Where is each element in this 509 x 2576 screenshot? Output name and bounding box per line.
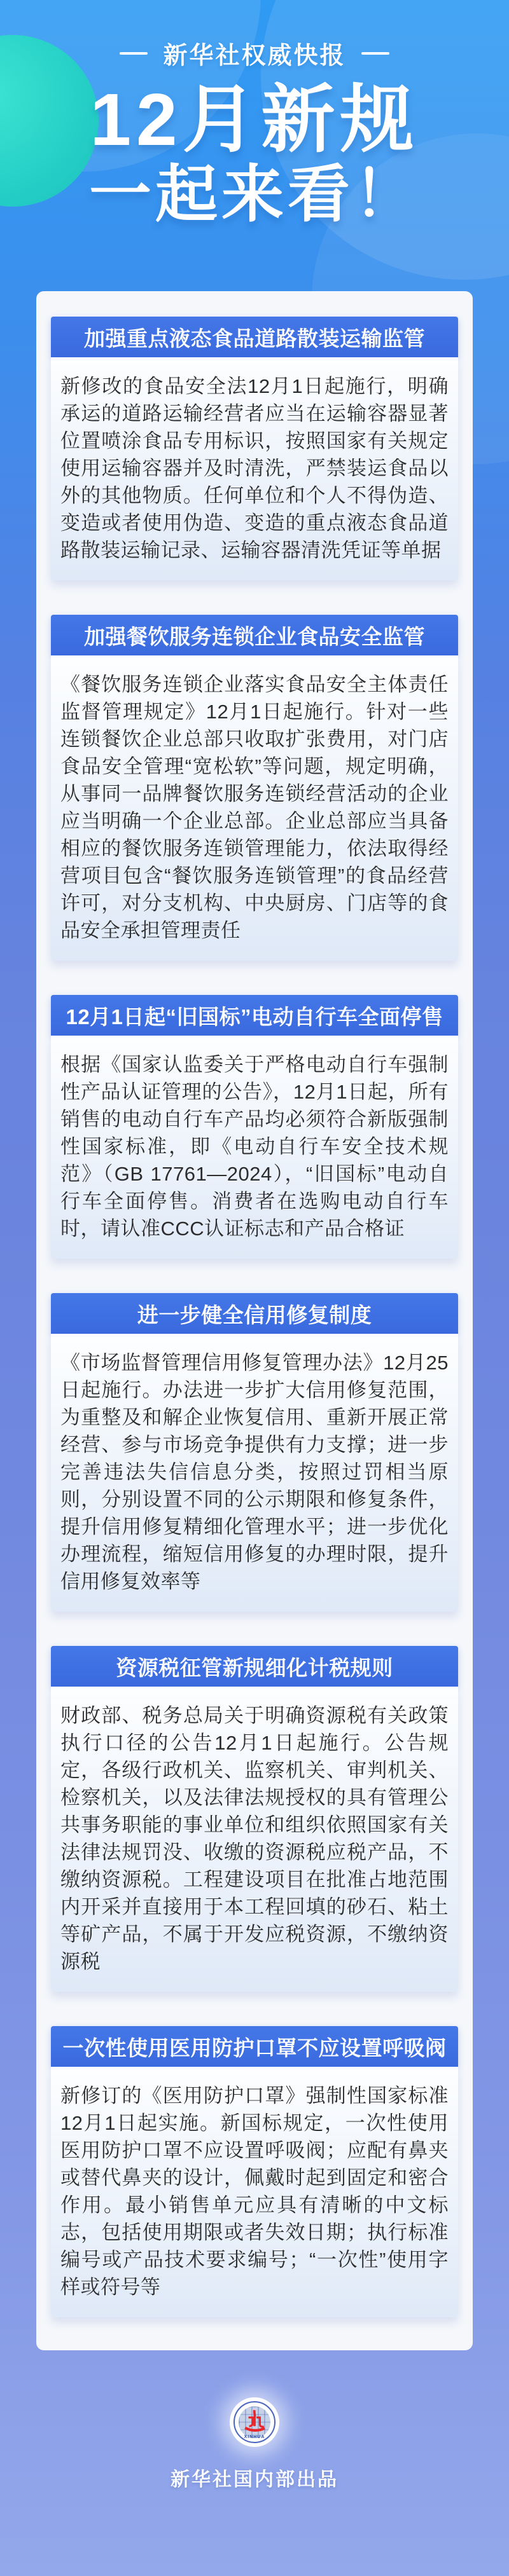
sub-title: 一起来看！ [88, 158, 420, 229]
section-title: 12月1日起“旧国标”电动自行车全面停售 [66, 1004, 443, 1029]
kicker-dash-right-icon [361, 52, 389, 55]
section-body-text: 《餐饮服务连锁企业落实食品安全主体责任监督管理规定》12月1日起施行。针对一些连锁餐饮企业总部只收取扩张费用，对门店食品安全管理“宽松软”等问题，规定明确，从事同一品牌餐饮服务连锁经营活动的企业应当明确一个企业总部。企业总部应当具备相应的餐饮服务连锁管理能力，依法取得经营项目包含“餐饮服务连锁管理”的食品经营许可，对分支机构、中央厨房、门店等的食品安全承担管理责任 [60, 673, 449, 942]
kicker-dash-left-icon [120, 52, 148, 55]
section-body-container [51, 357, 458, 580]
footer-caption: 新华社国内部出品 [171, 2469, 338, 2490]
section-card-medical-mask [51, 2026, 458, 2317]
emblem-wordmark: XINHUA [244, 2435, 265, 2439]
kicker-text: 新华社权威快报 [163, 43, 346, 69]
section-card-liquid-food-transport [51, 317, 458, 580]
section-title-pill [51, 615, 458, 655]
section-body-text: 新修改的食品安全法12月1日起施行，明确承运的道路运输经营者应当在运输容器显著位置喷涂食品专用标识，按照国家有关规定使用运输容器并及时清洗，严禁装运食品以外的其他物质。任何单位和个人不得伪造、变造或者使用伪造、变造的重点液态食品道路散装运输记录、运输容器清洗凭证等单据 [60, 375, 449, 561]
section-body-text: 《市场监督管理信用修复管理办法》12月25日起施行。办法进一步扩大信用修复范围，为重整及和解企业恢复信用、重新开展正常经营、参与市场竞争提供有力支撑；进一步完善违法失信信息分类，按照过罚相当原则，分别设置不同的公示期限和修复条件，提升信用修复精细化管理水平；进一步优化办理流程，缩短信用修复的办理时限，提升信用修复效率等 [60, 1352, 449, 1593]
kicker [0, 36, 509, 71]
section-body-text: 财政部、税务总局关于明确资源税有关政策执行口径的公告12月1日起施行。公告规定，各级行政机关、监察机关、审判机关、检察机关，以及法律法规授权的具有管理公共事务职能的事业单位和组织依照国家有关法律法规罚没、收缴的资源税应税产品，不缴纳资源税。工程建设项目在批准占地范围内开采并直接用于本工程回填的砂石、粘土等矿产品，不属于开发应税资源，不缴纳资源税 [60, 1704, 449, 1973]
section-body-container [51, 1687, 458, 1992]
section-card-ebike-standard [51, 995, 458, 1259]
header [0, 0, 509, 291]
footer [0, 2397, 509, 2491]
section-title: 一次性使用医用防护口罩不应设置呼吸阀 [62, 2036, 447, 2060]
xinhua-logo-icon [241, 2409, 268, 2436]
content-panel [36, 291, 473, 2350]
section-title-pill [51, 2026, 458, 2067]
section-title: 进一步健全信用修复制度 [137, 1303, 372, 1327]
section-title: 加强餐饮服务连锁企业食品安全监管 [84, 624, 425, 648]
section-body-container [51, 2067, 458, 2317]
section-title: 资源税征管新规细化计税规则 [116, 1655, 393, 1680]
emblem-ring [234, 2401, 275, 2443]
section-body-container [51, 1036, 458, 1259]
section-body-text: 根据《国家认监委关于严格电动自行车强制性产品认证管理的公告》，12月1日起，所有销售的电动自行车产品均必须符合新版强制性国家标准，即《电动自行车安全技术规范》（GB 17761—2024），“旧国标”电动自行车全面停售。消费者在选购电动自行车时，请认准CCC认证标志和产品合格证 [60, 1053, 449, 1240]
section-title-pill [51, 1293, 458, 1334]
main-title: 12月新规 [90, 78, 419, 161]
xinhua-emblem [230, 2397, 279, 2447]
section-title-pill [51, 1646, 458, 1687]
section-body-container [51, 1334, 458, 1612]
section-card-chain-catering [51, 615, 458, 961]
section-body-container [51, 655, 458, 961]
section-card-credit-repair [51, 1293, 458, 1612]
section-title: 加强重点液态食品道路散装运输监管 [84, 326, 425, 350]
section-title-pill [51, 317, 458, 357]
section-card-resource-tax [51, 1646, 458, 1992]
section-title-pill [51, 995, 458, 1036]
section-body-text: 新修订的《医用防护口罩》强制性国家标准12月1日起实施。新国标规定，一次性使用医用防护口罩不应设置呼吸阀；应配有鼻夹或替代鼻夹的设计，佩戴时起到固定和密合作用。最小销售单元应具有清晰的中文标志，包括使用期限或者失效日期；执行标准编号或产品技术要求编号；“一次性”使用字样或符号等 [60, 2085, 449, 2298]
globe-icon [239, 2406, 270, 2438]
